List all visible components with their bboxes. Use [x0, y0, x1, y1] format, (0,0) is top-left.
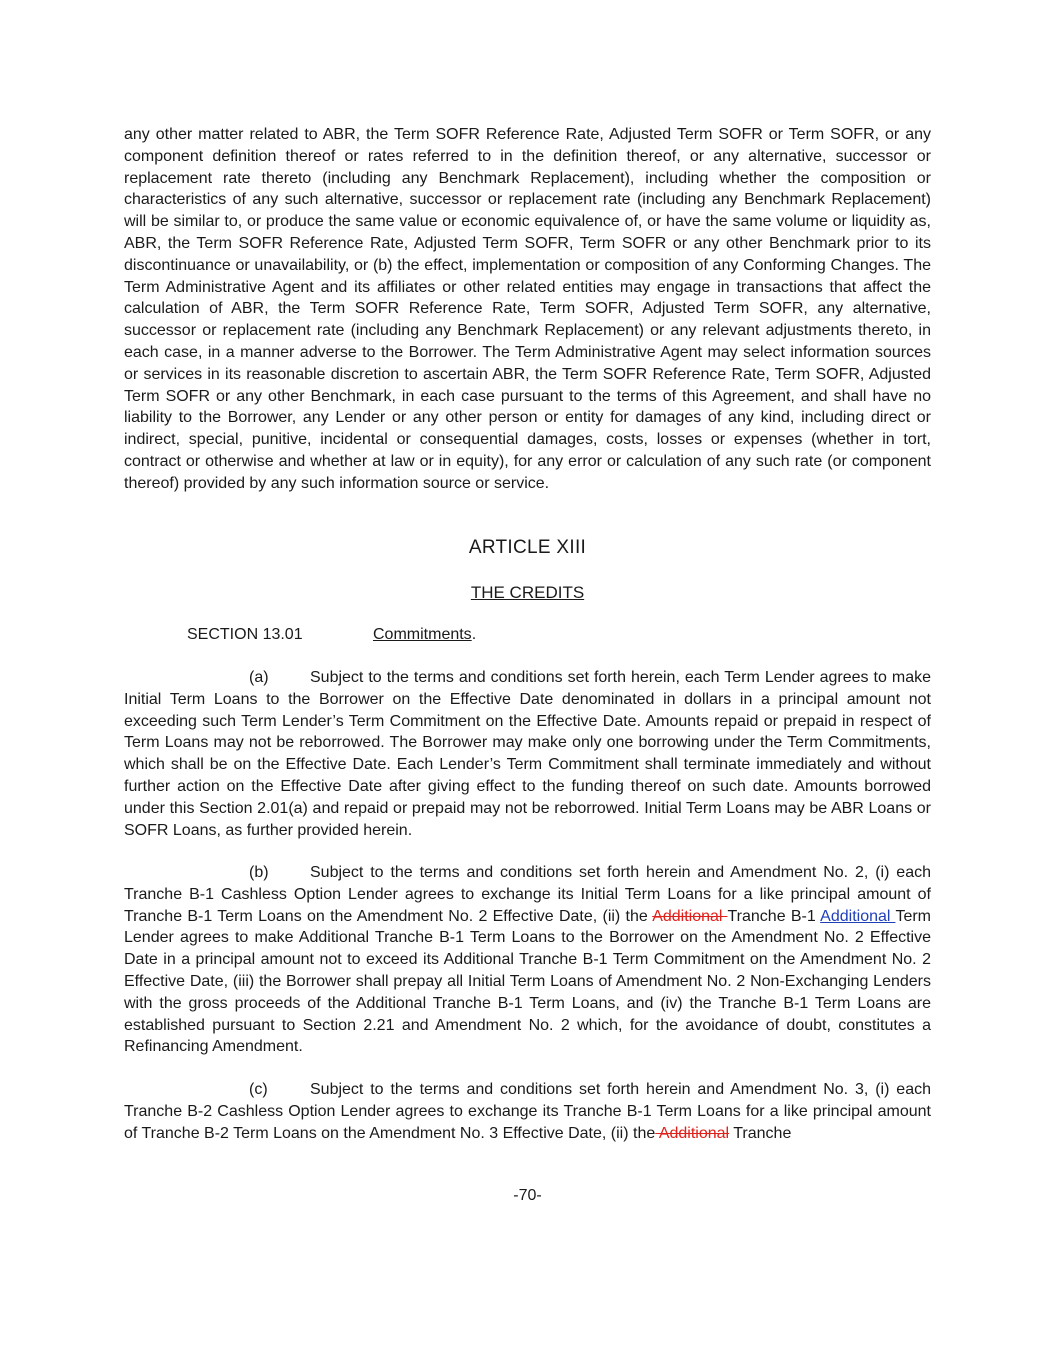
paragraph-b-text-3: Term Lender agrees to make Additional Tranche B-1 Term Loans to the Borrower on the Amendment No. 2 Effective Date in a principal amount not to exceed its Additional Tranche B-1 Term Commitment on the Amendment No. 2 Effective Date, (iii) the Borrower shall prepay all Initial Term Loans of Amendment No. 2 Non-Exchanging Lenders with the gross proceeds of the Additional Tranche B-1 Term Loans, and (iv) the Tranche B-1 Term Loans are established pursuant to Section 2.21 and Amendment No. 2 which, for the avoidance of doubt, constitutes a Refinancing Amendment.: [124, 907, 932, 1056]
inserted-text: Additional: [820, 907, 896, 925]
deleted-text: Additional: [652, 907, 728, 925]
section-title-period: .: [471, 626, 477, 643]
paragraph-c-text-2: Tranche: [729, 1124, 792, 1142]
deleted-text: Additional: [655, 1124, 730, 1142]
paragraph-a: [124, 667, 931, 841]
paragraph-b: [124, 862, 931, 1058]
paragraph-a-text: Subject to the terms and conditions set forth herein, each Term Lender agrees to make Initial Term Loans to the Borrower on the Effective Date denominated in dollars in a principal amount not exceeding such Term Lender’s Term Commitment on the Effective Date. Amounts repaid or prepaid in respect of Term Loans may not be reborrowed. The Borrower may make only one borrowing under the Term Commitments, which shall be on the Effective Date. Each Lender’s Term Commitment shall terminate immediately and without further action on the Effective Date after giving effect to the funding thereof on such date. Amounts borrowed under this Section 2.01(a) and repaid or prepaid may not be reborrowed. Initial Term Loans may be ABR Loans or SOFR Loans, as further provided herein.: [124, 669, 931, 839]
paragraph-c: [124, 1079, 931, 1144]
paragraph-c-text-1: Subject to the terms and conditions set forth herein and Amendment No. 3, (i) each Tranche B-2 Cashless Option Lender agrees to exchange its Tranche B-1 Term Loans for a like principal amount of Tranche B-2 Term Loans on the Amendment No. 3 Effective Date, (ii) the: [124, 1081, 931, 1142]
paragraph-b-label: (b): [249, 864, 269, 881]
article-heading: THE CREDITS: [470, 583, 585, 602]
paragraph-a-label: (a): [249, 669, 269, 686]
article-title: ARTICLE XIII: [468, 537, 587, 558]
intro-paragraph: any other matter related to ABR, the Term SOFR Reference Rate, Adjusted Term SOFR or Term SOFR, or any component definition thereof or rates referred to in the definition thereof, or any alternative, successor or replacement rate thereto (including any Benchmark Replacement), including whether the composition or characteristics of any such alternative, successor or replacement rate (including any Benchmark Replacement) will be similar to, or produce the same value or economic equivalence of, or have the same volume or liquidity as, ABR, the Term SOFR Reference Rate, Adjusted Term SOFR, Term SOFR or any other Benchmark prior to its discontinuance or unavailability, or (b) the effect, implementation or composition of any Conforming Changes. The Term Administrative Agent and its affiliates or other related entities may engage in transactions that affect the calculation of ABR, the Term SOFR Reference Rate, Term SOFR, Adjusted Term SOFR, any alternative, successor or replacement rate (including any Benchmark Replacement) or any relevant adjustments thereto, in each case, in a manner adverse to the Borrower. The Term Administrative Agent may select information sources or services in its reasonable discretion to ascertain ABR, the Term SOFR Reference Rate, Term SOFR, Adjusted Term SOFR or any other Benchmark, in each case pursuant to the terms of this Agreement, and shall have no liability to the Borrower, any Lender or any other person or entity for damages of any kind, including direct or indirect, special, punitive, incidental or consequential damages, costs, losses or expenses (whether in tort, contract or otherwise and whether at law or in equity), for any error or calculation of any such rate (or component thereof) provided by any such information source or service.: [124, 126, 931, 492]
page-number: -70-: [513, 1187, 542, 1204]
paragraph-b-text-2: Tranche B-1: [727, 907, 821, 925]
paragraph-b-text-1: Subject to the terms and conditions set forth herein and Amendment No. 2, (i) each Tranche B-1 Cashless Option Lender agrees to exchange its Initial Term Loans for a like principal amount of Tranche B-1 Term Loans on the Amendment No. 2 Effective Date, (ii) the: [124, 864, 931, 925]
section-title: Commitments: [373, 626, 472, 643]
section-heading: [187, 626, 476, 644]
paragraph-c-label: (c): [249, 1081, 268, 1098]
section-number: SECTION 13.01: [187, 626, 303, 643]
